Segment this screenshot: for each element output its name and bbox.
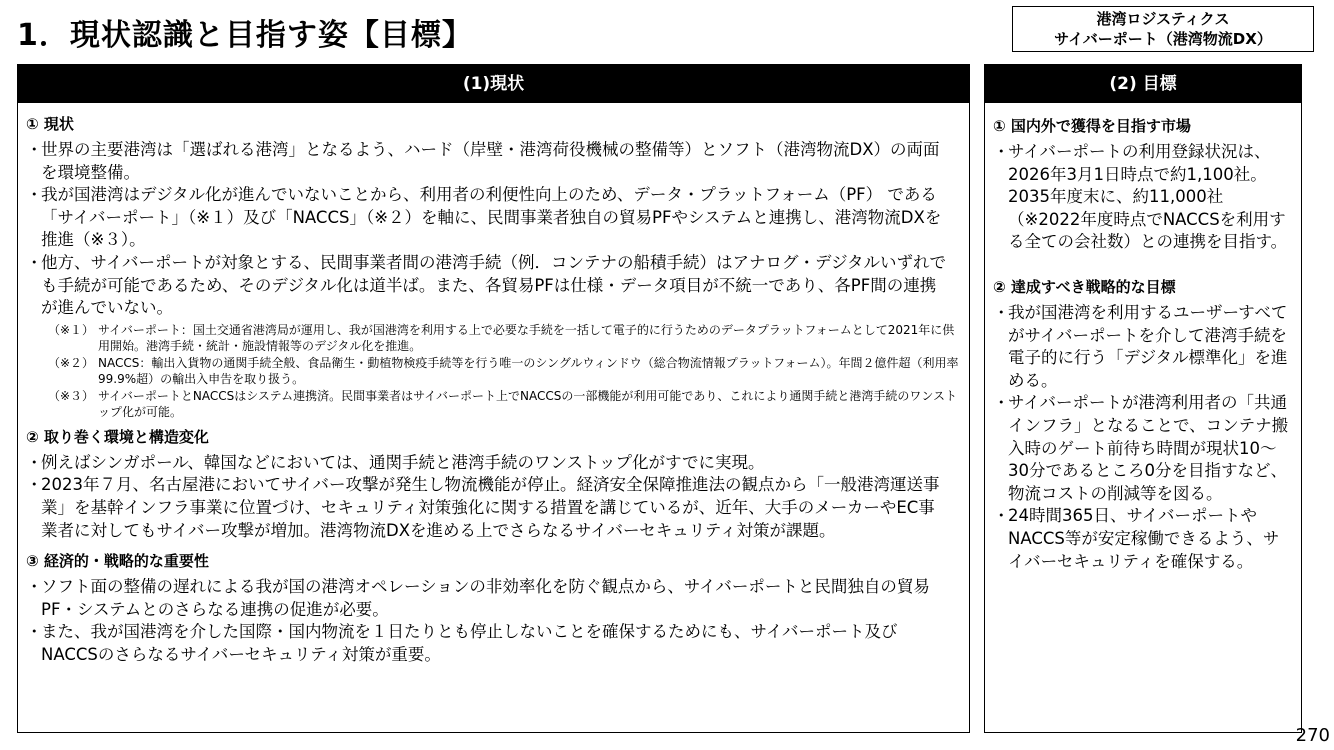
- strategic-goal-bullets: [993, 302, 1301, 573]
- bullet-item: ・ 世界の主要港湾は「選ばれる港湾」となるよう、ハード（岸壁・港湾荷役機械の整備等）とソフト（港湾物流DX）の両面を環境整備。: [26, 139, 951, 184]
- footnote-item: [26, 355, 962, 388]
- section-heading-importance: ③ 経済的・戦略的な重要性: [26, 552, 209, 571]
- section-heading-strategic-goals: ② 達成すべき戦略的な目標: [993, 277, 1176, 296]
- market-bullets: [993, 141, 1301, 254]
- bullet-item: ・ ソフト面の整備の遅れによる我が国の港湾オペレーションの非効率化を防ぐ観点から、サイバーポートと民間独自の貿易PF・システムとのさらなる連携の促進が必要。: [26, 576, 951, 621]
- bullet-item: ・ また、我が国港湾を介した国際・国内物流を１日たりとも停止しないことを確保するためにも、サイバーポート及びNACCSのさらなるサイバーセキュリティ対策が重要。: [26, 621, 951, 666]
- footnote-text: サイバーポート：国土交通省港湾局が運用し、我が国港湾を利用する上で必要な手続を一括して電子的に行うためのデータプラットフォームとして2021年に供用開始。港湾手続・統計・施設情報等のデジタル化を推進。: [98, 322, 955, 354]
- bullet-item: ・ 他方、サイバーポートが対象とする、民間事業者間の港湾手続（例．コンテナの船積手続）はアナログ・デジタルいずれでも手続が可能であるため、そのデジタル化は道半ば。また、各貿易PFは仕様・データ項目が不統一であり、各PF間の連携が進んでいない。: [26, 252, 951, 320]
- category-tag-line1: 港湾ロジスティクス: [1096, 10, 1230, 28]
- goals-panel: [984, 64, 1302, 733]
- footnote-item: [26, 322, 962, 355]
- bullet-item: ・ 我が国港湾を利用するユーザーすべてがサイバーポートを介して港湾手続を電子的に行う「デジタル標準化」を進める。: [993, 302, 1293, 392]
- bullet-item: ・ サイバーポートの利用登録状況は、2026年3月1日時点で約1,100社。2035年度末に、約11,000社（※2022年度時点でNACCSを利用する全ての会社数）との連携を目指す。: [993, 141, 1293, 254]
- bullet-item: ・ 我が国港湾はデジタル化が進んでいないことから、利用者の利便性向上のため、データ・プラットフォーム（PF） である「サイバーポート」（※１）及び「NACCS」（※２）を軸に、民間事業者独自の貿易PFやシステムと連携し、港湾物流DXを推進（※３）。: [26, 184, 951, 252]
- bullet-item: ・ 24時間365日、サイバーポートやNACCS等が安定稼働できるよう、サイバーセキュリティを確保する。: [993, 505, 1293, 573]
- current-status-body: [18, 103, 969, 667]
- section-heading-current: ① 現状: [26, 115, 74, 133]
- bullet-item: ・ サイバーポートが港湾利用者の「共通インフラ」となることで、コンテナ搬入時のゲート前待ち時間が現状10～30分であるところ0分を目指すなど、物流コストの削減等を図る。: [993, 392, 1293, 505]
- footnote-item: [26, 388, 962, 421]
- footnote-text: サイバーポートとNACCSはシステム連携済。民間事業者はサイバーポート上でNACCSの一部機能が利用可能であり、これにより通関手続と港湾手続のワンストップ化が可能。: [98, 388, 957, 420]
- category-tag-line2: サイバーポート（港湾物流DX）: [1054, 30, 1272, 48]
- category-tag: [1012, 6, 1314, 52]
- footnote-mark: （※２）: [48, 355, 95, 370]
- section-heading-environment: ② 取り巻く環境と構造変化: [26, 427, 209, 446]
- current-status-header: (1)現状: [18, 65, 969, 103]
- footnotes: [26, 322, 969, 421]
- goals-body: [985, 103, 1301, 573]
- goals-header: (2) 目標: [985, 65, 1301, 103]
- environment-bullets: [26, 452, 969, 542]
- bullet-item: ・ 例えばシンガポール、韓国などにおいては、通関手続と港湾手続のワンストップ化がすでに実現。: [26, 452, 951, 475]
- footnote-text: NACCS：輸出入貨物の通関手続全般、食品衛生・動植物検疫手続等を行う唯一のシングルウィンドウ（総合物流情報プラットフォーム）。年間２億件超（利用率99.9%超）の輸出入申告を取り扱う。: [98, 355, 959, 387]
- footnote-mark: （※１）: [48, 322, 95, 337]
- importance-bullets: [26, 576, 969, 666]
- current-bullets: [26, 139, 969, 320]
- current-status-panel: [17, 64, 970, 733]
- page-number: 270: [1295, 725, 1330, 746]
- bullet-item: ・ 2023年７月、名古屋港においてサイバー攻撃が発生し物流機能が停止。経済安全保障推進法の観点から「一般港湾運送事業」を基幹インフラ事業に位置づけ、セキュリティ対策強化に関する措置を講じているが、近年、大手のメーカーやEC事業者に対してもサイバー攻撃が増加。港湾物流DXを進める上でさらなるサイバーセキュリティ対策が課題。: [26, 474, 951, 542]
- page-title: 1．現状認識と目指す姿【目標】: [17, 18, 473, 53]
- footnote-mark: （※３）: [48, 388, 95, 403]
- section-heading-market: ① 国内外で獲得を目指す市場: [993, 117, 1191, 135]
